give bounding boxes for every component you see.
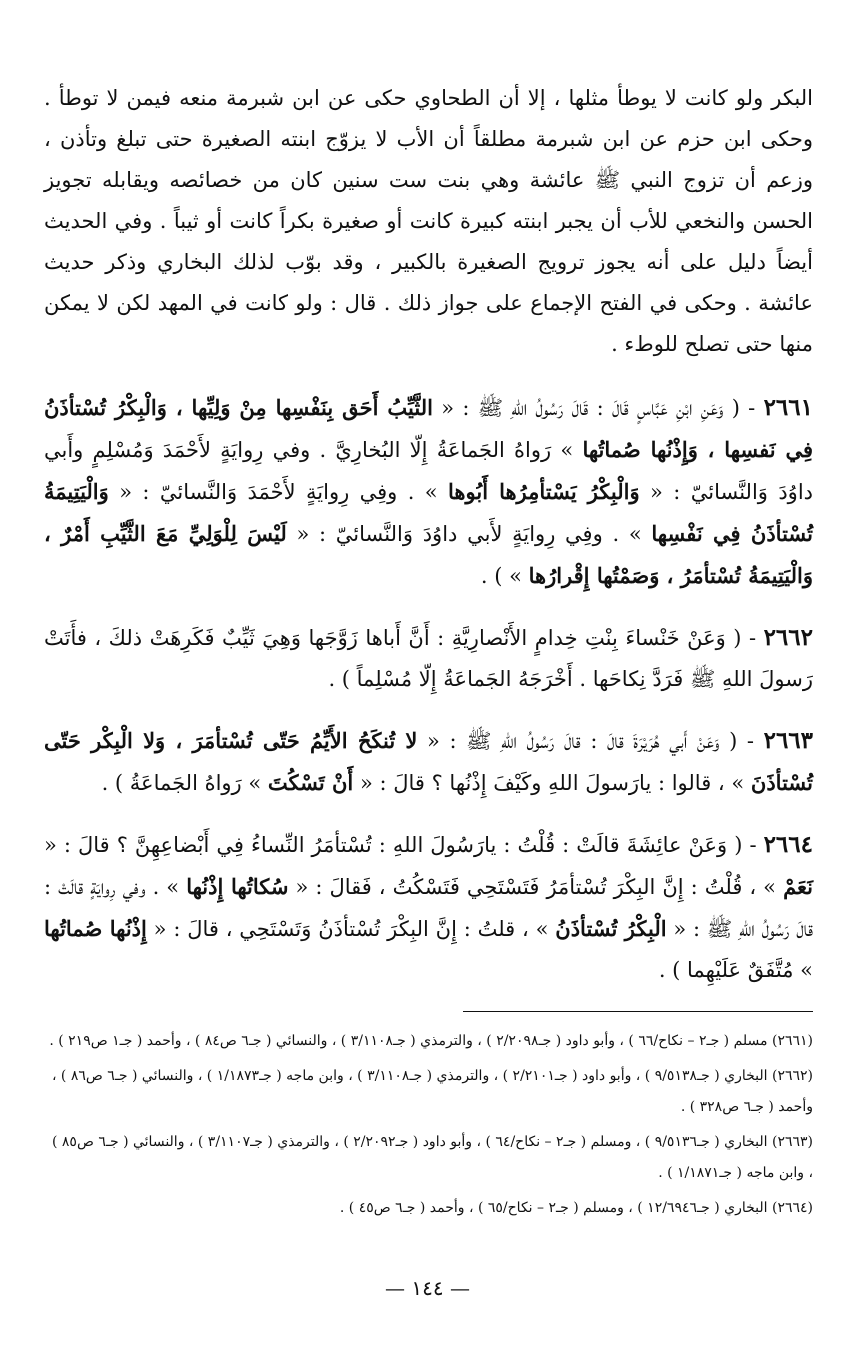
hadith-text: - ( وَعَنْ أَبي هُرَيْرَةَ قالَ : قالَ رَسُولُ اللهِ ﷺ : « [417,729,764,753]
footnote-2662: (٢٦٦٢) البخاري ( جـ٩/٥١٣٨ ) ، وأبو داود ( جـ٢/٢١٠١ ) ، والترمذي ( جـ٣/١١٠٨ ) ، وابن ماجه ( جـ١/١٨٧٣ ) ، والنسائي ( جـ٦ ص٨٦ ) ، وأحمد ( جـ٦ ص٣٢٨ ) . [51,1068,813,1115]
footnote-2661: (٢٦٦١) مسلم ( جـ٢ – نكاح/٦٦ ) ، وأبو داود ( جـ٢/٢٠٩٨ ) ، والترمذي ( جـ٣/١١٠٨ ) ، والنسائي ( جـ٦ ص٨٤ ) ، وأحمد ( جـ١ ص٢١٩ ) . [49,1033,813,1049]
hadith-text: » ، قلتُ : إِنَّ البِكْرَ تُسْتأذَنُ وَتَسْتَحِي ، قالَ : « [146,917,556,941]
hadith-text: » ، قالوا : يارَسولَ اللهِ وكَيْفَ إِذْنُها ؟ قالَ : « [353,771,751,795]
hadith-quote: إِذْنُها صُماتُها [44,916,147,941]
hadith-quote: لا تُنكَحُ الأَيِّمُ حَتّى تُسْتأمَرَ ، وَلا الْبِكْر حَتّى تُسْتأذَنَ [44,728,813,795]
hadith-text: » رَواهُ الجَماعَةُ ) . [101,771,268,795]
hadith-2663 [44,720,813,804]
hadith-2662 [44,617,813,700]
footnotes [44,1026,813,1224]
hadith-quote: أَنْ تَسْكُتَ [267,770,354,795]
main-text [44,78,813,991]
hadith-text: » رَواهُ الجَماعَةُ إِلّا البُخارِيَّ . وفي رِوايَةٍ لأَحْمَدَ وَمُسْلِمٍ وأَبي داوُدَ وَالنَّسائيّ : « [44,438,814,504]
hadith-text: » . وفي رِوايَةٍ قالَتْ : قالَ رَسُولُ اللهِ ﷺ : « [44,875,814,941]
hadith-quote: الْبِكْرُ تُسْتأذَنُ [555,916,667,941]
hadith-text: - ( وَعَنْ خَنْساءَ بِنْتِ خِدامٍ الأَنْصارِيَّةِ : أَنَّ أَباها زَوَّجَها وَهِيَ ثَيِّبٌ فَكَرِهَتْ ذلكَ ، فأَتَتْ رَسولَ اللهِ ﷺ فَرَدَّ نِكاحَها . أَخْرَجَهُ الجَماعَةُ إِلّا مُسْلِماً ) . [44,626,813,691]
hadith-quote: نَعَمْ [783,874,814,899]
hadith-quote: وَالْبِكْرُ يَسْتأمِرُها أَبُوها [448,479,640,504]
hadith-text: » ، قُلْتُ : إِنَّ البِكْرَ تُسْتأمَرُ فَتَسْتَحِي فَتَسْكُتُ ، فَقالَ : « [288,875,784,899]
hadith-number: ٢٦٦٢ [763,624,813,651]
hadith-quote: الثَّيِّبُ أَحَق بِنَفْسِها مِنْ وَلِيِّها ، وَالْبِكْرُ تُسْتأذَنُ فِي نَفسِها ، وَإِذْنُها صُماتُها [44,395,813,462]
hadith-2664 [44,824,813,991]
footnote-divider [463,1011,813,1012]
page-number: — ١٤٤ — [385,1276,470,1300]
hadith-text: » . وفِي رِوايَةٍ لأَحْمَدَ وَالنَّسائيّ : « [108,480,449,504]
hadith-2661 [44,387,813,597]
hadith-number: ٢٦٦٤ [763,831,813,858]
footnote-2663: (٢٦٦٣) البخاري ( جـ٩/٥١٣٦ ) ، ومسلم ( جـ٢ – نكاح/٦٤ ) ، وأبو داود ( جـ٢/٢٠٩٢ ) ، والترمذي ( جـ٣/١١٠٧ ) ، والنسائي ( جـ٦ ص٨٥ ) ، وابن ماجه ( جـ١/١٨٧١ ) . [51,1134,813,1181]
hadith-text: - ( وَعَنْ عائِشَةَ قالَتْ : قُلْتُ : يارَسُولَ اللهِ : تُسْتأمَرُ النِّساءُ فِي أَبْضاعِهِنَّ ؟ قالَ : « [44,833,764,857]
hadith-quote: لَيْسَ لِلْوَلِيِّ مَعَ الثَّيِّبِ أَمْرٌ ، وَالْيَتِيمَةُ تُسْتأمَرُ ، وَصَمْتُها إِقْرارُها [44,521,813,588]
hadith-quote: وَالْيَتِيمَةُ تُسْتأذَنُ فِي نَفْسِها [44,479,813,546]
hadith-text: » . وفِي رِوايَةٍ لأَبي داوُدَ وَالنَّسائيّ : « [286,522,652,546]
hadith-number: ٢٦٦١ [763,394,813,421]
hadith-number: ٢٦٦٣ [763,727,814,754]
hadith-text: » مُتَّفَقٌ عَلَيْهِما ) . [658,958,813,982]
footnote-2664: (٢٦٦٤) البخاري ( جـ١٢/٦٩٤٦ ) ، ومسلم ( جـ٢ – نكاح/٦٥ ) ، وأحمد ( جـ٦ ص٤٥ ) . [339,1200,813,1216]
hadith-text: - ( وَعَنِ ابْنِ عَبَّاسٍ قَالَ : قَالَ رَسُولُ اللهِ ﷺ : « [432,396,764,420]
hadith-quote: سُكاتُها إِذْنُها [186,874,289,899]
hadith-text: » ) . [480,564,529,588]
intro-paragraph: البكر ولو كانت لا يوطأ مثلها ، إلا أن الطحاوي حكى عن ابن شبرمة منعه فيمن لا توطأ . وحكى ابن حزم عن ابن شبرمة مطلقاً أن الأب لا يزوّج ابنته الصغيرة حتى تبلغ وتأذن ، وزعم أن تزوج النبي ﷺ عائشة وهي بنت ست سنين كان من خصائصه ويقابله تجويز الحسن والنخعي للأب أن يجبر ابنته كبيرة كانت أو صغيرة بكراً كانت أو ثيباً . وفي الحديث أيضاً دليل على أنه يجوز ترويج الصغيرة بالكبير ، وقد بوّب لذلك البخاري وذكر حديث عائشة . وحكى في الفتح الإجماع على جواز ذلك . قال : ولو كانت في المهد لكن لا يمكن منها حتى تصلح للوطء . [44,86,813,356]
